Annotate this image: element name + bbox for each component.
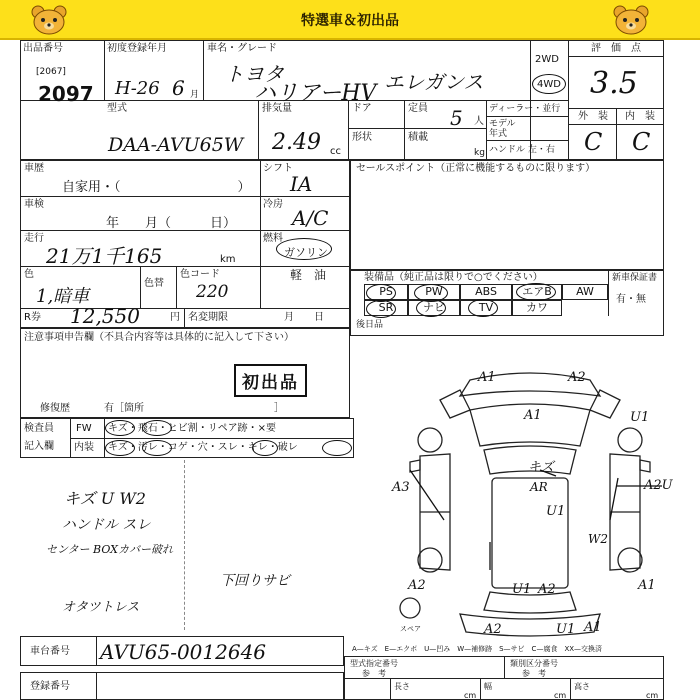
interior-tear-circle (322, 440, 352, 456)
car-model: ハリアーHV (254, 81, 377, 106)
score-exterior: C (584, 128, 603, 156)
mark-kizu-roof: キズ (528, 460, 554, 475)
equip-abs: ABS (460, 284, 512, 300)
recycle-value: 12,550 (70, 304, 140, 328)
displacement-label: 排気量 (262, 103, 292, 114)
fuel-diesel: 軽 油 (290, 268, 327, 282)
class-number-label: 類別区分番号 (510, 659, 558, 668)
hand-note-1: キズ U W2 (64, 489, 146, 508)
color-code-label: 色コード (180, 269, 220, 280)
mileage-label: 走行 (24, 233, 44, 244)
history-label: 車歴 (24, 163, 44, 174)
inspector-interior-label: 内装 (74, 442, 94, 453)
mark-u1-bottom: U1 (556, 622, 576, 637)
chassis-value: AVU65-0012646 (100, 640, 267, 664)
mileage-value: 21万1千165 (46, 244, 163, 268)
repair-value: 有［箇所 ］ (104, 403, 284, 414)
capacity-unit: 人 (474, 116, 484, 127)
spare-label: スペア (400, 625, 421, 633)
equip-airbag: エアB (512, 284, 562, 300)
length-label: 長さ (394, 682, 410, 691)
class-number-sub: 参 考 (522, 669, 546, 678)
shift-label: シフト (263, 163, 293, 174)
header-title: 特選車＆初出品 (301, 13, 399, 29)
inspector-fw-value: キズ・飛石・ヒビ割・リペア跡・×要 (108, 423, 276, 434)
interior-rub-circle (252, 440, 278, 456)
chassis-label: 車台番号 (30, 646, 70, 657)
registration-label: 初度登録年月 (107, 43, 167, 54)
model-code-label: 型式 (107, 103, 127, 114)
hand-note-5: オタツトレス (62, 600, 140, 615)
inspector-label-1: 検査員 (24, 423, 54, 434)
shape-label: 形状 (352, 132, 372, 143)
car-name-label: 車名・グレード (207, 43, 277, 54)
mark-u1-body: U1 (546, 504, 566, 519)
width-label: 幅 (484, 682, 492, 691)
equip-airbag-circle (516, 283, 556, 301)
inspection-value: 年 月（ 日） (106, 216, 237, 231)
equip-ps: PS (364, 284, 408, 300)
warranty-value: 有・無 (616, 294, 646, 305)
inspector-label-2: 記入欄 (24, 441, 54, 452)
score-label: 評 価 点 (591, 43, 641, 54)
mark-a2u-right: A2U (644, 478, 673, 493)
recycle-label: R券 (24, 312, 41, 323)
lot-sub-number: [2067] (36, 67, 66, 77)
repair-label: 修復歴 (40, 403, 70, 414)
equip-pw: PW (408, 284, 460, 300)
height-unit: cm (646, 691, 659, 700)
mark-a2-bottom-left: A2 (408, 578, 426, 593)
inspector-fw-label: FW (76, 423, 92, 434)
shift-value: IA (290, 172, 313, 196)
bear-mascot-icon (30, 4, 68, 36)
aircon-label: 冷房 (263, 199, 283, 210)
equipment-label: 装備品（純正品は限りで○でください） (364, 272, 543, 283)
lot-number: 2097 (38, 82, 94, 106)
mark-a1-bottom: A1 (584, 620, 602, 635)
fw-stone-circle (142, 420, 172, 436)
equip-sr: SR (364, 300, 408, 316)
mark-a2-rear: A2 (538, 582, 556, 597)
mark-a1-top-left: A1 (478, 370, 496, 385)
load-unit: kg (474, 148, 485, 158)
sales-point-label: セールスポイント（正常に機能するものに限ります） (356, 163, 596, 174)
name-change-label: 名変期限 (188, 312, 228, 323)
warranty-label: 新車保証書 (612, 273, 658, 283)
displacement-unit: cc (330, 146, 341, 157)
color-value: 1,暗車 (36, 286, 90, 307)
mark-u1-right: U1 (630, 410, 650, 425)
displacement-value: 2.49 (272, 130, 321, 155)
mark-a3-left: A3 (392, 480, 410, 495)
equip-navi-circle (416, 299, 446, 317)
sales-point-frame (350, 160, 664, 270)
doors-label: ドア (352, 103, 372, 114)
equip-leather: カワ (512, 300, 562, 316)
load-label: 積載 (408, 132, 428, 143)
drive-2wd: 2WD (535, 54, 559, 65)
rear-seat-label: 後日品 (356, 320, 384, 330)
damage-legend: A—キズ E—エクボ U—凹み W—補修跡 S—サビ C—腐食 XX—交換済 (352, 645, 603, 653)
aircon-value: A/C (292, 206, 329, 230)
score-interior: C (632, 128, 651, 156)
mark-a1-hood: A1 (524, 408, 542, 423)
drive-4wd: 4WD (537, 79, 561, 90)
color-code-value: 220 (196, 282, 229, 302)
first-listing-stamp: 初出品 (234, 364, 307, 397)
fw-scratch-circle (105, 420, 135, 436)
car-maker: トヨタ (224, 62, 284, 86)
model-code-value: DAA-AVU65W (108, 134, 244, 156)
score-interior-label: 内 装 (625, 111, 655, 122)
model-year-label-1: モデル (489, 119, 516, 129)
capacity-value: 5 (450, 106, 463, 130)
hand-note-3: センター BOXカバー破れ (46, 543, 173, 556)
equip-tv: TV (460, 300, 512, 316)
registration-month-suffix: 月 (190, 90, 200, 100)
capacity-label: 定員 (408, 103, 428, 114)
reg-number-label: 登録番号 (30, 681, 70, 692)
height-label: 高さ (574, 682, 590, 691)
notes-label: 注意事項申告欄（不具合内容等は具体的に記入して下さい） (24, 332, 294, 343)
name-change-value: 月 日 (284, 312, 324, 323)
history-value: 自家用・（ ） (62, 180, 251, 195)
score-exterior-label: 外 装 (578, 111, 608, 122)
type-number-sub: 参 考 (362, 669, 386, 678)
registration-month: 6 (172, 76, 185, 100)
recycle-unit: 円 (170, 312, 180, 323)
fuel-gasoline: ガソリン (284, 246, 328, 259)
fuel-label: 燃料 (263, 233, 283, 244)
mileage-unit: km (220, 254, 236, 265)
inspector-interior-value: キズ・汚レ・コゲ・穴・スレ・キレ・破レ (108, 442, 298, 453)
inspection-label: 車検 (24, 199, 44, 210)
mark-a2-bottom: A2 (484, 622, 502, 637)
mark-a1-bottom-right: A1 (638, 578, 656, 593)
hand-note-2: ハンドル スレ (62, 517, 151, 533)
equip-navi: ナビ (408, 300, 460, 316)
type-number-label: 型式指定番号 (350, 659, 398, 668)
lot-label: 出品番号 (23, 43, 63, 54)
mark-u1-rear: U1 (512, 582, 532, 597)
interior-stain-circle (142, 440, 172, 456)
car-grade: エレガンス (384, 70, 484, 94)
handle-label: ハンドル 左・右 (489, 145, 555, 155)
hand-note-4: 下回りサビ (220, 573, 290, 589)
mark-ar-center: AR (530, 480, 548, 494)
width-unit: cm (554, 691, 567, 700)
registration-era-year: H-26 (115, 78, 160, 99)
equip-sr-circle (366, 300, 396, 318)
score-value: 3.5 (590, 66, 638, 101)
fuel-gasoline-circle (276, 238, 332, 260)
interior-scratch-circle (105, 440, 135, 456)
dealer-label: ディーラー・並行 (489, 104, 561, 114)
equip-aw: AW (562, 284, 608, 300)
mark-a2-top-right: A2 (568, 370, 586, 385)
color-label: 色 (24, 269, 34, 280)
length-unit: cm (464, 691, 477, 700)
mark-w2-right: W2 (588, 532, 608, 546)
drive-4wd-circle (532, 74, 566, 94)
color-change-label: 色替 (144, 278, 164, 289)
equip-tv-circle (468, 299, 498, 317)
model-year-label-2: 年式 (489, 129, 508, 139)
bear-mascot-icon (612, 4, 650, 36)
